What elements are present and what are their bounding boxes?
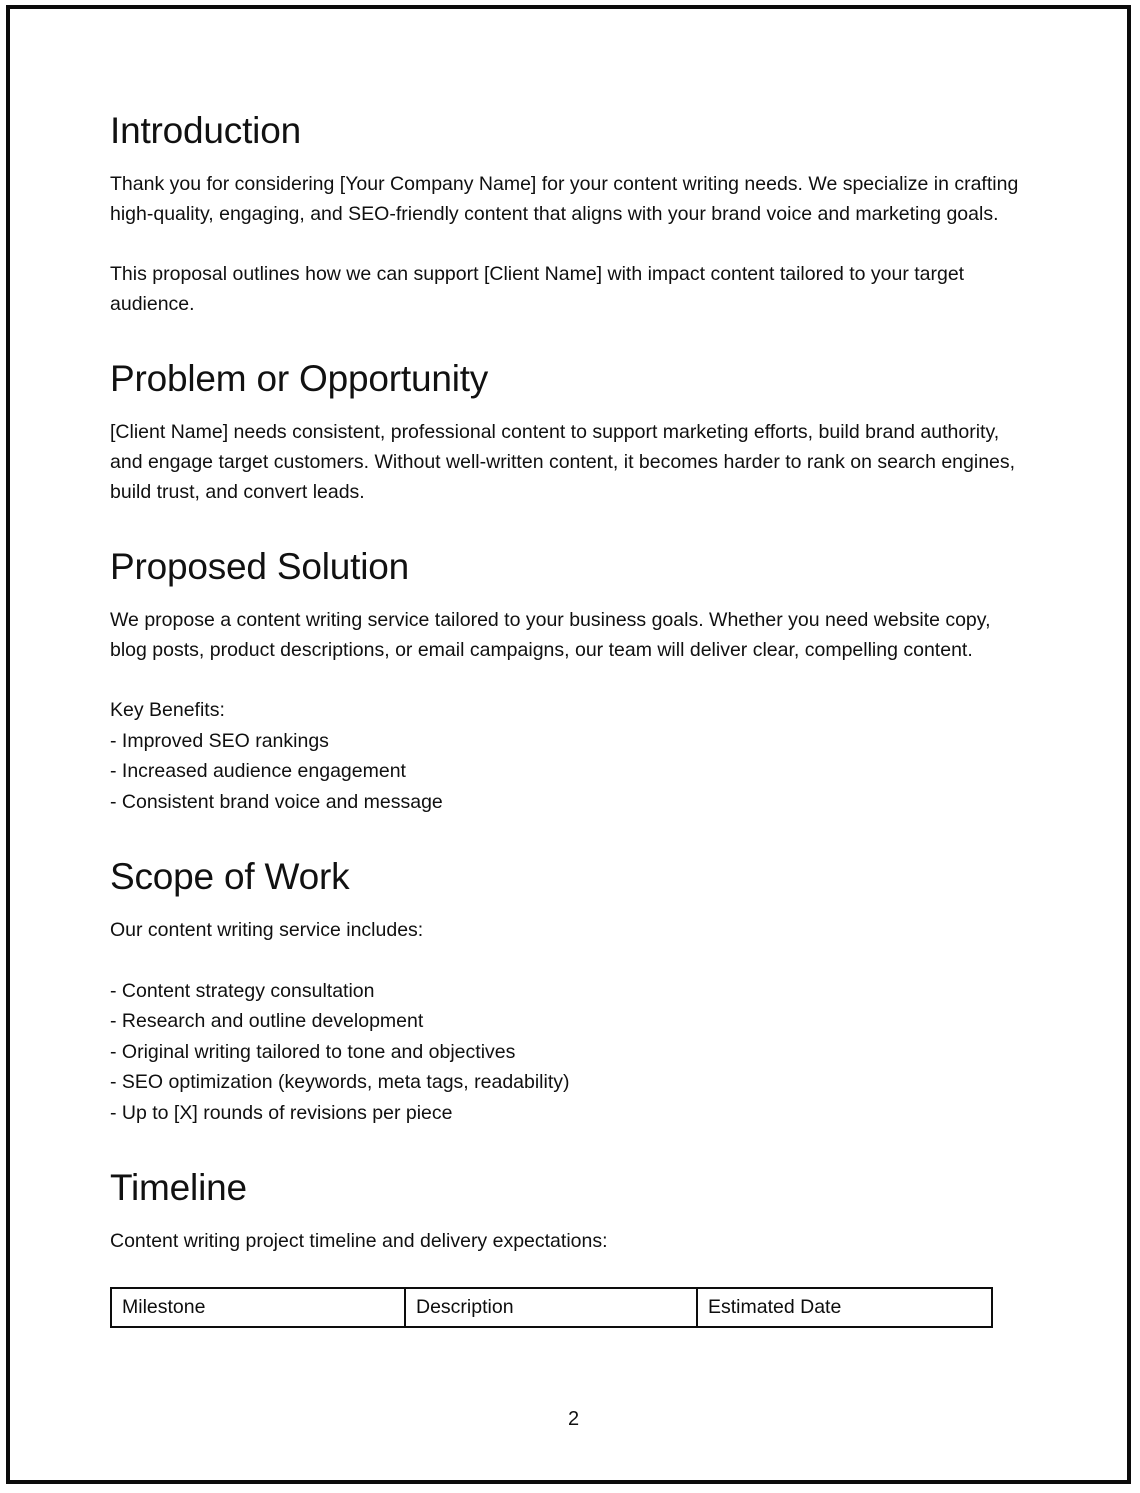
heading-proposed-solution: Proposed Solution — [110, 546, 409, 587]
page-number-footer — [10, 1407, 1127, 1431]
heading-timeline: Timeline — [110, 1167, 247, 1208]
scope-item: - Original writing tailored to tone and objectives — [110, 1040, 516, 1063]
timeline-column-header-milestone: Milestone — [111, 1288, 405, 1327]
heading-scope-of-work: Scope of Work — [110, 856, 350, 897]
timeline-intro-text: Content writing project timeline and delivery expectations: — [110, 1230, 608, 1252]
proposed-solution-paragraph-1: We propose a content writing service tailored to your business goals. Whether you need website copy, blog posts, product descriptions, or email campaigns, our team will deliver clear, compelling content. — [110, 609, 991, 661]
timeline-table-header-row — [111, 1288, 992, 1327]
timeline-table — [110, 1287, 993, 1328]
heading-introduction: Introduction — [110, 110, 301, 151]
document-page — [6, 5, 1131, 1484]
key-benefit-item: - Consistent brand voice and message — [110, 790, 443, 813]
introduction-paragraph-1: Thank you for considering [Your Company Name] for your content writing needs. We specialize in crafting high-quality, engaging, and SEO-friendly content that aligns with your brand voice and marketing goals. — [110, 173, 1019, 225]
timeline-column-header-description: Description — [405, 1288, 697, 1327]
document-content — [110, 109, 1020, 1328]
page-number-value: 2 — [567, 1408, 580, 1430]
key-benefit-item: - Increased audience engagement — [110, 760, 406, 782]
key-benefit-item: - Improved SEO rankings — [110, 729, 329, 752]
problem-paragraph-1: [Client Name] needs consistent, professional content to support marketing efforts, build brand authority, and engage target customers. Without well-written content, it becomes harder to rank on search engines, build trust, and convert leads. — [110, 421, 1016, 503]
scope-item: - Content strategy consultation — [110, 979, 375, 1002]
key-benefits-label: Key Benefits: — [110, 699, 225, 721]
heading-problem-or-opportunity: Problem or Opportunity — [110, 358, 489, 399]
scope-item: - SEO optimization (keywords, meta tags, readability) — [110, 1071, 570, 1093]
scope-item: - Research and outline development — [110, 1010, 424, 1032]
timeline-column-header-estimated-date: Estimated Date — [697, 1288, 992, 1327]
scope-intro-text: Our content writing service includes: — [110, 919, 424, 941]
scope-item: - Up to [X] rounds of revisions per piece — [110, 1101, 453, 1124]
introduction-paragraph-2: This proposal outlines how we can support [Client Name] with impact content tailored to your target audience. — [110, 263, 965, 315]
